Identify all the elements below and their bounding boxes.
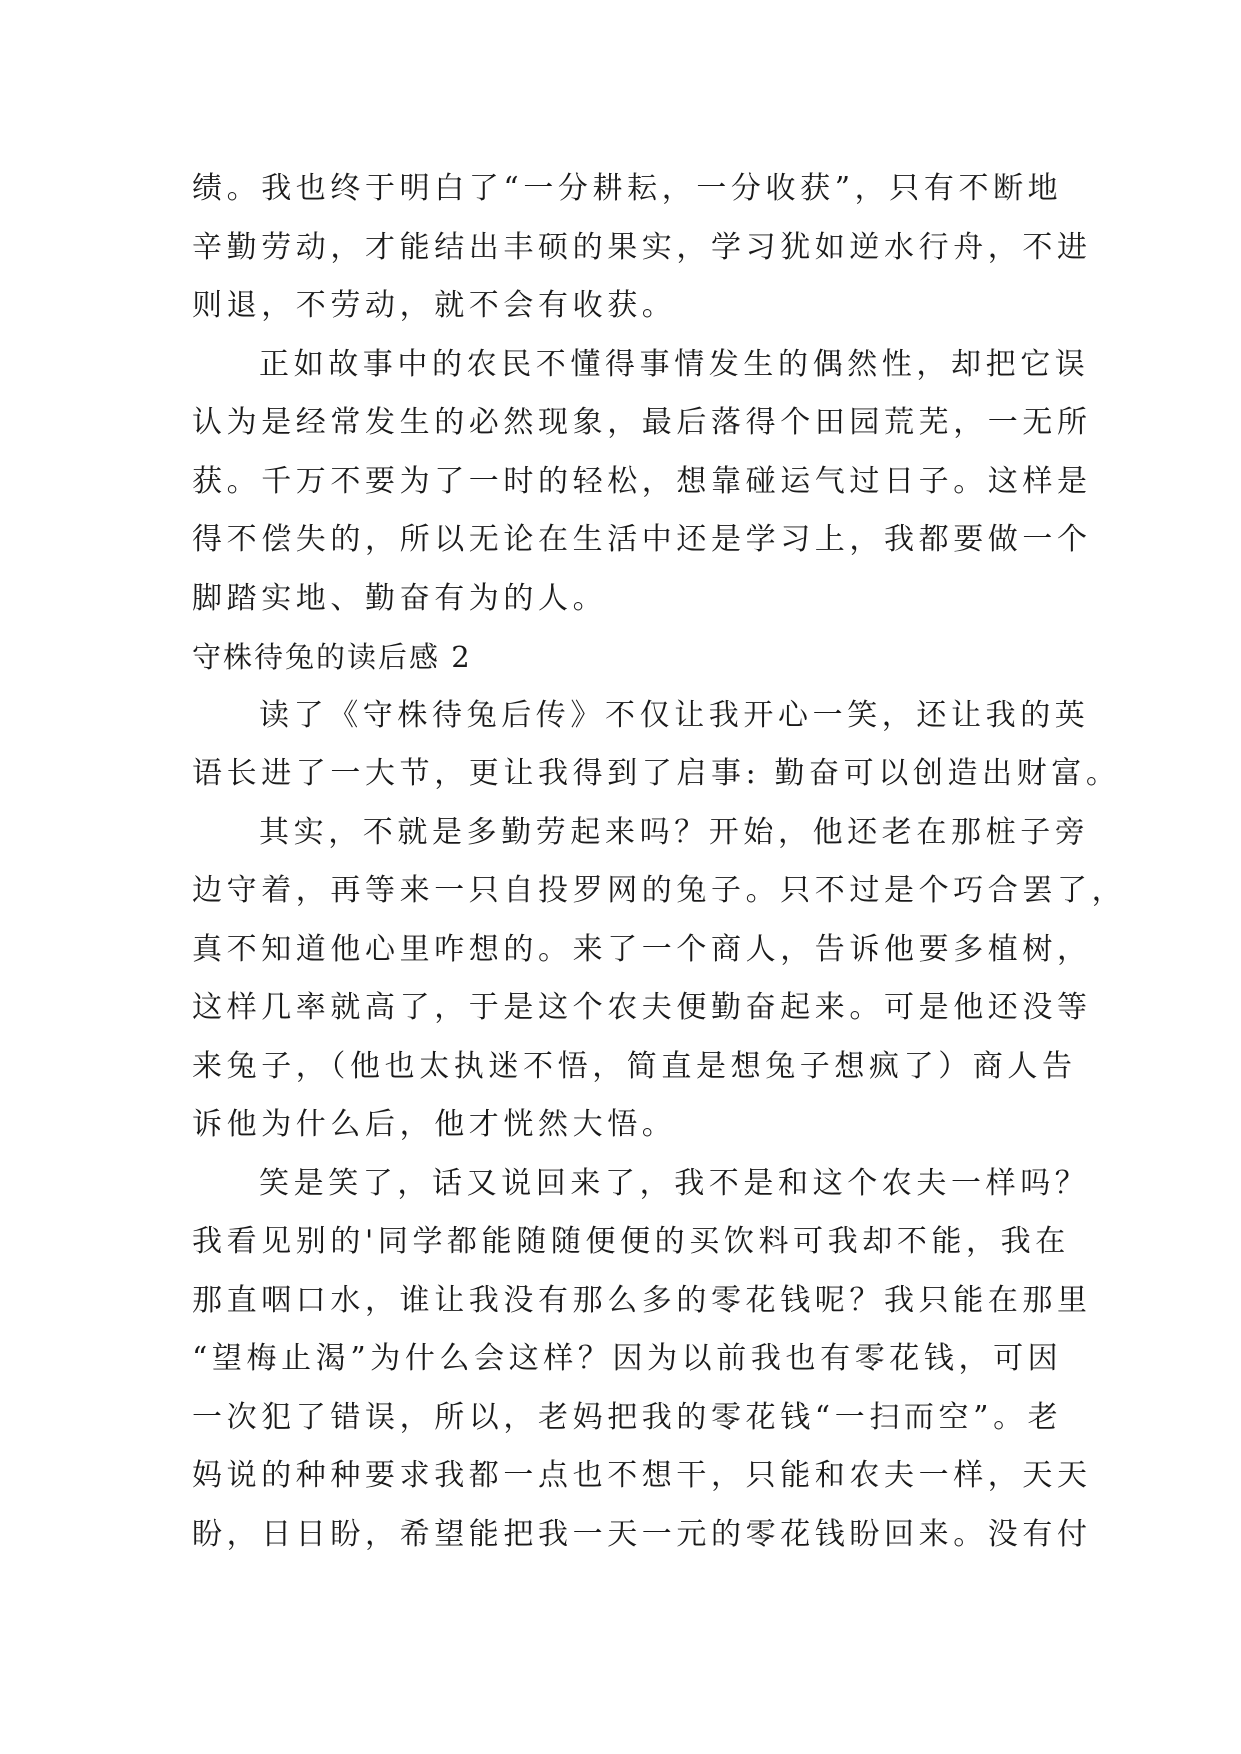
paragraph-line: 那直咽口水，谁让我没有那么多的零花钱呢？我只能在那里 — [192, 1282, 1092, 1318]
paragraph-line: 得不偿失的，所以无论在生活中还是学习上，我都要做一个 — [192, 522, 1092, 557]
paragraph-line: 边守着，再等来一只自投罗网的兔子。只不过是个巧合罢了， — [192, 873, 1127, 908]
paragraph-line: 我看见别的'同学都能随随便便的买饮料可我却不能，我在 — [192, 1224, 1070, 1259]
paragraph-5 — [192, 1155, 1092, 1565]
paragraph-line: 其实，不就是多勤劳起来吗？开始，他还老在那桩子旁 — [259, 814, 1090, 850]
paragraph-line: 辛勤劳动，才能结出丰硕的果实，学习犹如逆水行舟，不进 — [192, 229, 1092, 265]
paragraph-line: 盼，日日盼，希望能把我一天一元的零花钱盼回来。没有付 — [192, 1516, 1092, 1552]
paragraph-4 — [192, 804, 1127, 1155]
paragraph-line: 笑是笑了，话又说回来了，我不是和这个农夫一样吗？ — [259, 1165, 1090, 1201]
section-title: 守株待兔的读后感 2 — [192, 640, 472, 674]
paragraph-1 — [192, 160, 1092, 336]
paragraph-line: 绩。我也终于明白了“一分耕耘，一分收获”，只有不断地 — [192, 171, 1063, 206]
paragraph-line: 妈说的种种要求我都一点也不想干，只能和农夫一样，天天 — [192, 1458, 1092, 1493]
paragraph-line: “望梅止渴”为什么会这样？因为以前我也有零花钱，可因 — [192, 1341, 1063, 1376]
paragraph-line: 则退，不劳动，就不会有收获。 — [192, 288, 677, 323]
paragraph-line: 诉他为什么后，他才恍然大悟。 — [192, 1107, 677, 1142]
paragraph-line: 一次犯了错误，所以，老妈把我的零花钱“一扫而空”。老 — [192, 1399, 1063, 1435]
paragraph-line: 这样几率就高了，于是这个农夫便勤奋起来。可是他还没等 — [192, 990, 1092, 1025]
paragraph-line: 脚踏实地、勤奋有为的人。 — [192, 580, 608, 616]
paragraph-line: 真不知道他心里咋想的。来了一个商人，告诉他要多植树， — [192, 931, 1092, 967]
document-page — [192, 160, 1127, 1564]
paragraph-line: 认为是经常发生的必然现象，最后落得个田园荒芜，一无所 — [192, 405, 1092, 440]
paragraph-3 — [192, 687, 1121, 804]
paragraph-line: 读了《守株待兔后传》不仅让我开心一笑，还让我的英 — [259, 697, 1090, 733]
paragraph-line: 语长进了一大节，更让我得到了启事: 勤奋可以创造出财富。 — [192, 756, 1121, 791]
paragraph-line: 正如故事中的农民不懂得事情发生的偶然性，却把它误 — [259, 346, 1090, 382]
paragraph-line: 来兔子，（他也太执迷不悟，简直是想兔子想疯了）商人告 — [192, 1048, 1077, 1084]
paragraph-line: 获。千万不要为了一时的轻松，想靠碰运气过日子。这样是 — [192, 463, 1092, 499]
paragraph-2 — [192, 336, 1092, 629]
